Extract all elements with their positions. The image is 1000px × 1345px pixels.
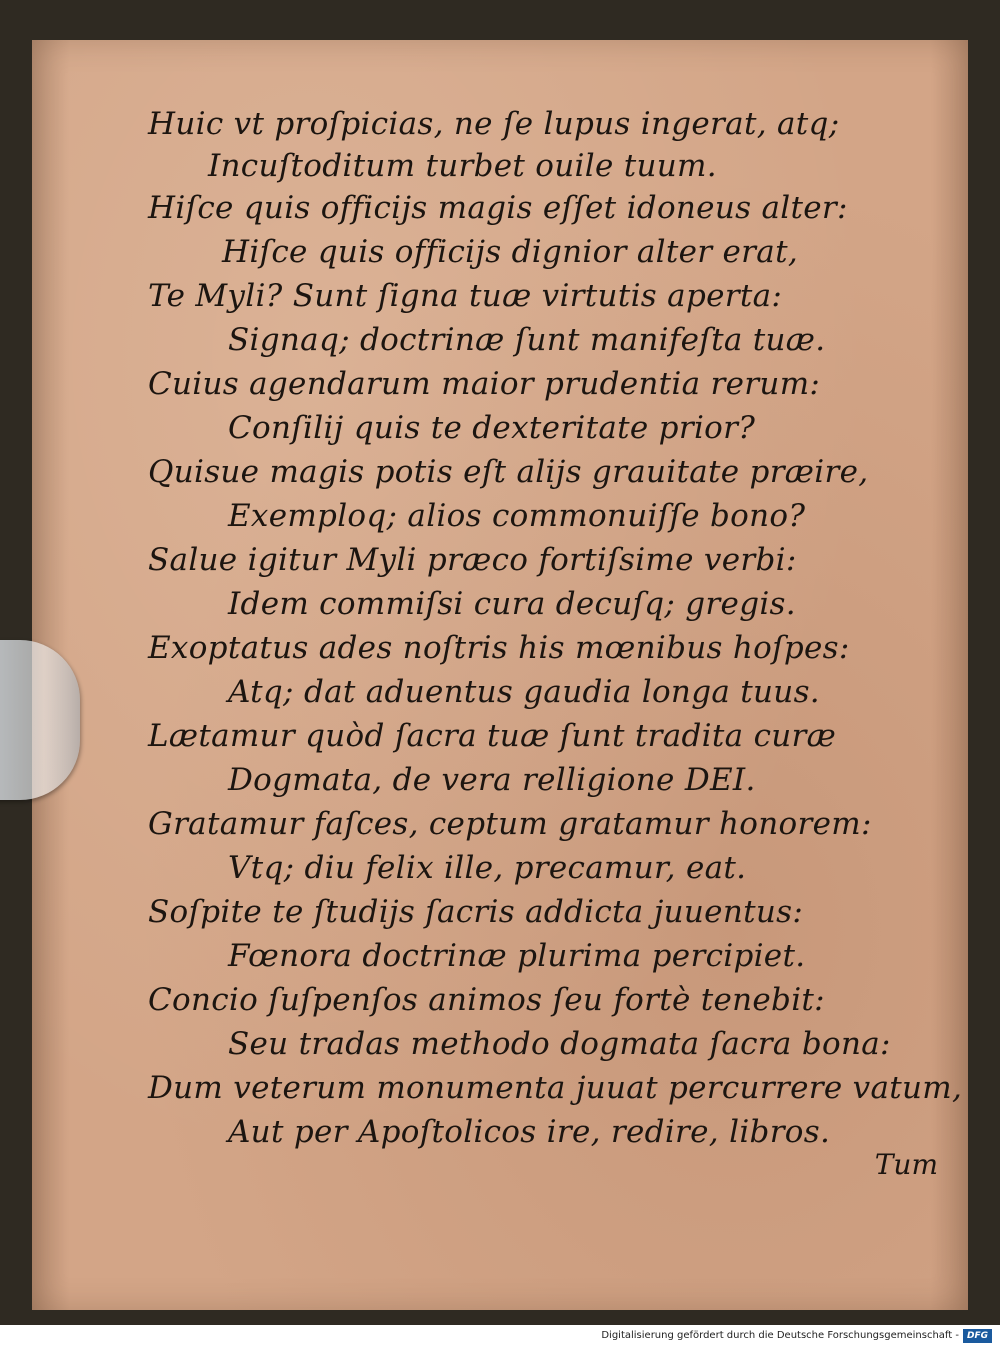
- verse-line: Huic vt proſpicias, ne ſe lupus ingerat, atq;: [148, 106, 840, 142]
- verse-line: Exoptatus ades noſtris his mœnibus hoſpes:: [148, 630, 850, 666]
- book-page: [32, 40, 968, 1310]
- verse-line: Fœnora doctrinæ plurima percipiet.: [228, 938, 806, 974]
- verse-line: Aut per Apoſtolicos ire, redire, libros.: [228, 1114, 831, 1150]
- digitization-credit: [601, 1327, 992, 1345]
- verse-line: Concio ſuſpenſos animos ſeu fortè tenebit:: [148, 982, 825, 1018]
- verse-line: Gratamur faſces, ceptum gratamur honorem:: [148, 806, 872, 842]
- verse-line: Signaq; doctrinæ ſunt manifeſta tuæ.: [228, 322, 826, 358]
- page-clip: [0, 640, 80, 800]
- verse-line: Te Myli? Sunt ſigna tuæ virtutis aperta:: [148, 278, 783, 314]
- verse-line: Exemploq; alios commonuiſſe bono?: [228, 498, 806, 534]
- verse-line: Dogmata, de vera relligione DEI.: [228, 762, 756, 798]
- catchword: Tum: [874, 1148, 938, 1181]
- verse-line: Lætamur quòd ſacra tuæ ſunt tradita curæ: [148, 718, 837, 754]
- verse-line: Dum veterum monumenta juuat percurrere vatum,: [148, 1070, 963, 1106]
- verse-line: Idem commiſsi cura decuſq; gregis.: [228, 586, 796, 622]
- verse-line: Cuius agendarum maior prudentia rerum:: [148, 366, 821, 402]
- verse-line: Conſilij quis te dexteritate prior?: [228, 410, 756, 446]
- verse-line: Hiſce quis officijs magis eſſet idoneus alter:: [148, 190, 848, 226]
- verse-line: Incuſtoditum turbet ouile tuum.: [208, 148, 717, 184]
- verse-block: [32, 40, 968, 1310]
- verse-line: Vtq; diu felix ille, precamur, eat.: [228, 850, 747, 886]
- verse-line: Salue igitur Myli præco fortiſsime verbi:: [148, 542, 797, 578]
- credit-text: Digitalisierung gefördert durch die Deutsche Forschungsgemeinschaft -: [601, 1330, 959, 1341]
- dfg-logo: DFG: [963, 1329, 992, 1343]
- verse-line: Soſpite te ſtudijs ſacris addicta juuentus:: [148, 894, 804, 930]
- verse-line: Hiſce quis officijs dignior alter erat,: [222, 234, 798, 270]
- verse-line: Atq; dat aduentus gaudia longa tuus.: [228, 674, 820, 710]
- verse-line: Seu tradas methodo dogmata ſacra bona:: [228, 1026, 891, 1062]
- verse-line: Quisue magis potis eſt alijs grauitate præire,: [148, 454, 869, 490]
